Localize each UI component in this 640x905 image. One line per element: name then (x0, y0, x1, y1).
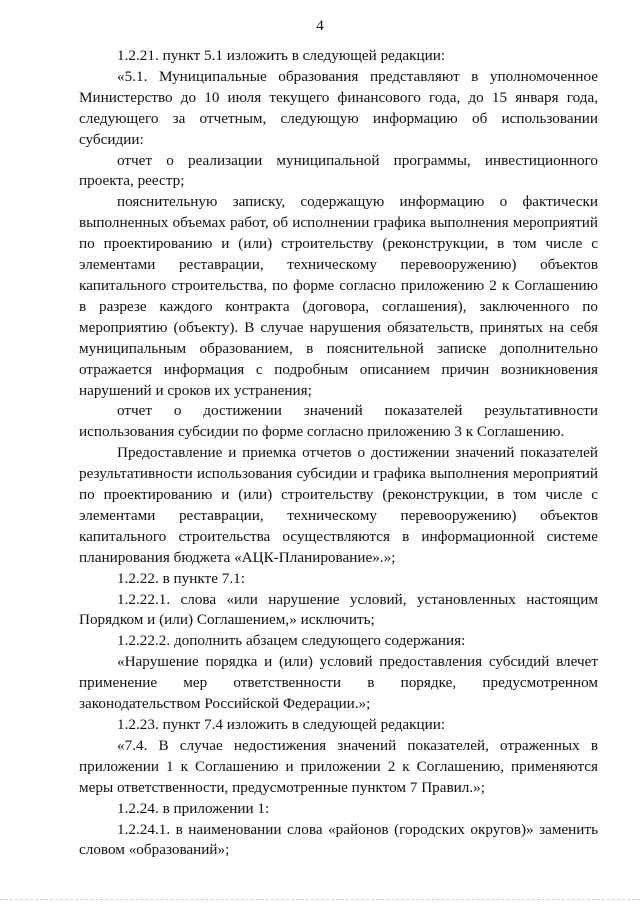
paragraph-1-2-24: 1.2.24. в приложении 1: (117, 799, 270, 817)
paragraph-1-2-22: 1.2.22. в пункте 7.1: (117, 569, 245, 587)
paragraph-report-submission: Предоставление и приемка отчетов о достижении значений показателей результативности использования субсидии и графика выполнения мероприятий по проектированию и (или) строительству (реконструкции, в том числе с элементами реставрации, техническому перевооружению) объектов капитального строительства осуществляются в информационной системе планирования бюджета «АЦК-Планирование».»; (79, 444, 598, 566)
paragraph-1-2-22-1: 1.2.22.1. слова «или нарушение условий, установленных настоящим Порядком и (или) Соглашением,» исключить; (79, 590, 598, 629)
paragraph-violation-text: «Нарушение порядка и (или) условий предоставления субсидий влечет применение мер ответственности в порядке, предусмотренном законодательством Российской Федерации.»; (79, 653, 598, 713)
paragraph-report-indicators: отчет о достижении значений показателей результативности использования субсидии по форме согласно приложению 3 к Соглашению. (79, 402, 598, 441)
page-number: 4 (316, 18, 324, 34)
paragraph-report-program: отчет о реализации муниципальной программы, инвестиционного проекта, реестр; (79, 151, 598, 190)
page-bottom-rule (0, 899, 640, 900)
paragraph-1-2-22-2: 1.2.22.2. дополнить абзацем следующего содержания: (117, 632, 466, 650)
paragraph-1-2-23: 1.2.23. пункт 7.4 изложить в следующей редакции: (117, 716, 446, 733)
document-body (79, 46, 598, 861)
paragraph-5-1-text: «5.1. Муниципальные образования представляют в уполномоченное Министерство до 10 июля текущего финансового года, до 15 января года, следующего за отчетным, следующую информацию об использовании субсидии: (79, 67, 598, 148)
paragraph-7-4-text: «7.4. В случае недостижения значений показателей, отраженных в приложении 1 к Соглашению и приложении 2 к Соглашению, применяются меры ответственности, предусмотренные пунктом 7 Правил.»; (79, 736, 598, 796)
paragraph-1-2-24-1: 1.2.24.1. в наименовании слова «районов (городских округов)» заменить словом «образований»; (79, 820, 598, 859)
paragraph-explanatory-note: пояснительную записку, содержащую информацию о фактически выполненных объемах работ, об исполнении графика выполнения мероприятий по проектированию и (или) строительству (реконструкции, в том числе с элементами реставрации, техническому перевооружению) объектов капитального строительства, по форме согласно приложению 2 к Соглашению в разрезе каждого контракта (договора, соглашения), заключенного по мероприятию (объекту). В случае нарушения обязательств, принятых на себя муниципальным образованием, в пояснительной записке дополнительно отражается информация с подробным описанием причин возникновения нарушений и сроков их устранения; (79, 193, 598, 399)
paragraph-1-2-21: 1.2.21. пункт 5.1 изложить в следующей редакции: (117, 47, 446, 64)
